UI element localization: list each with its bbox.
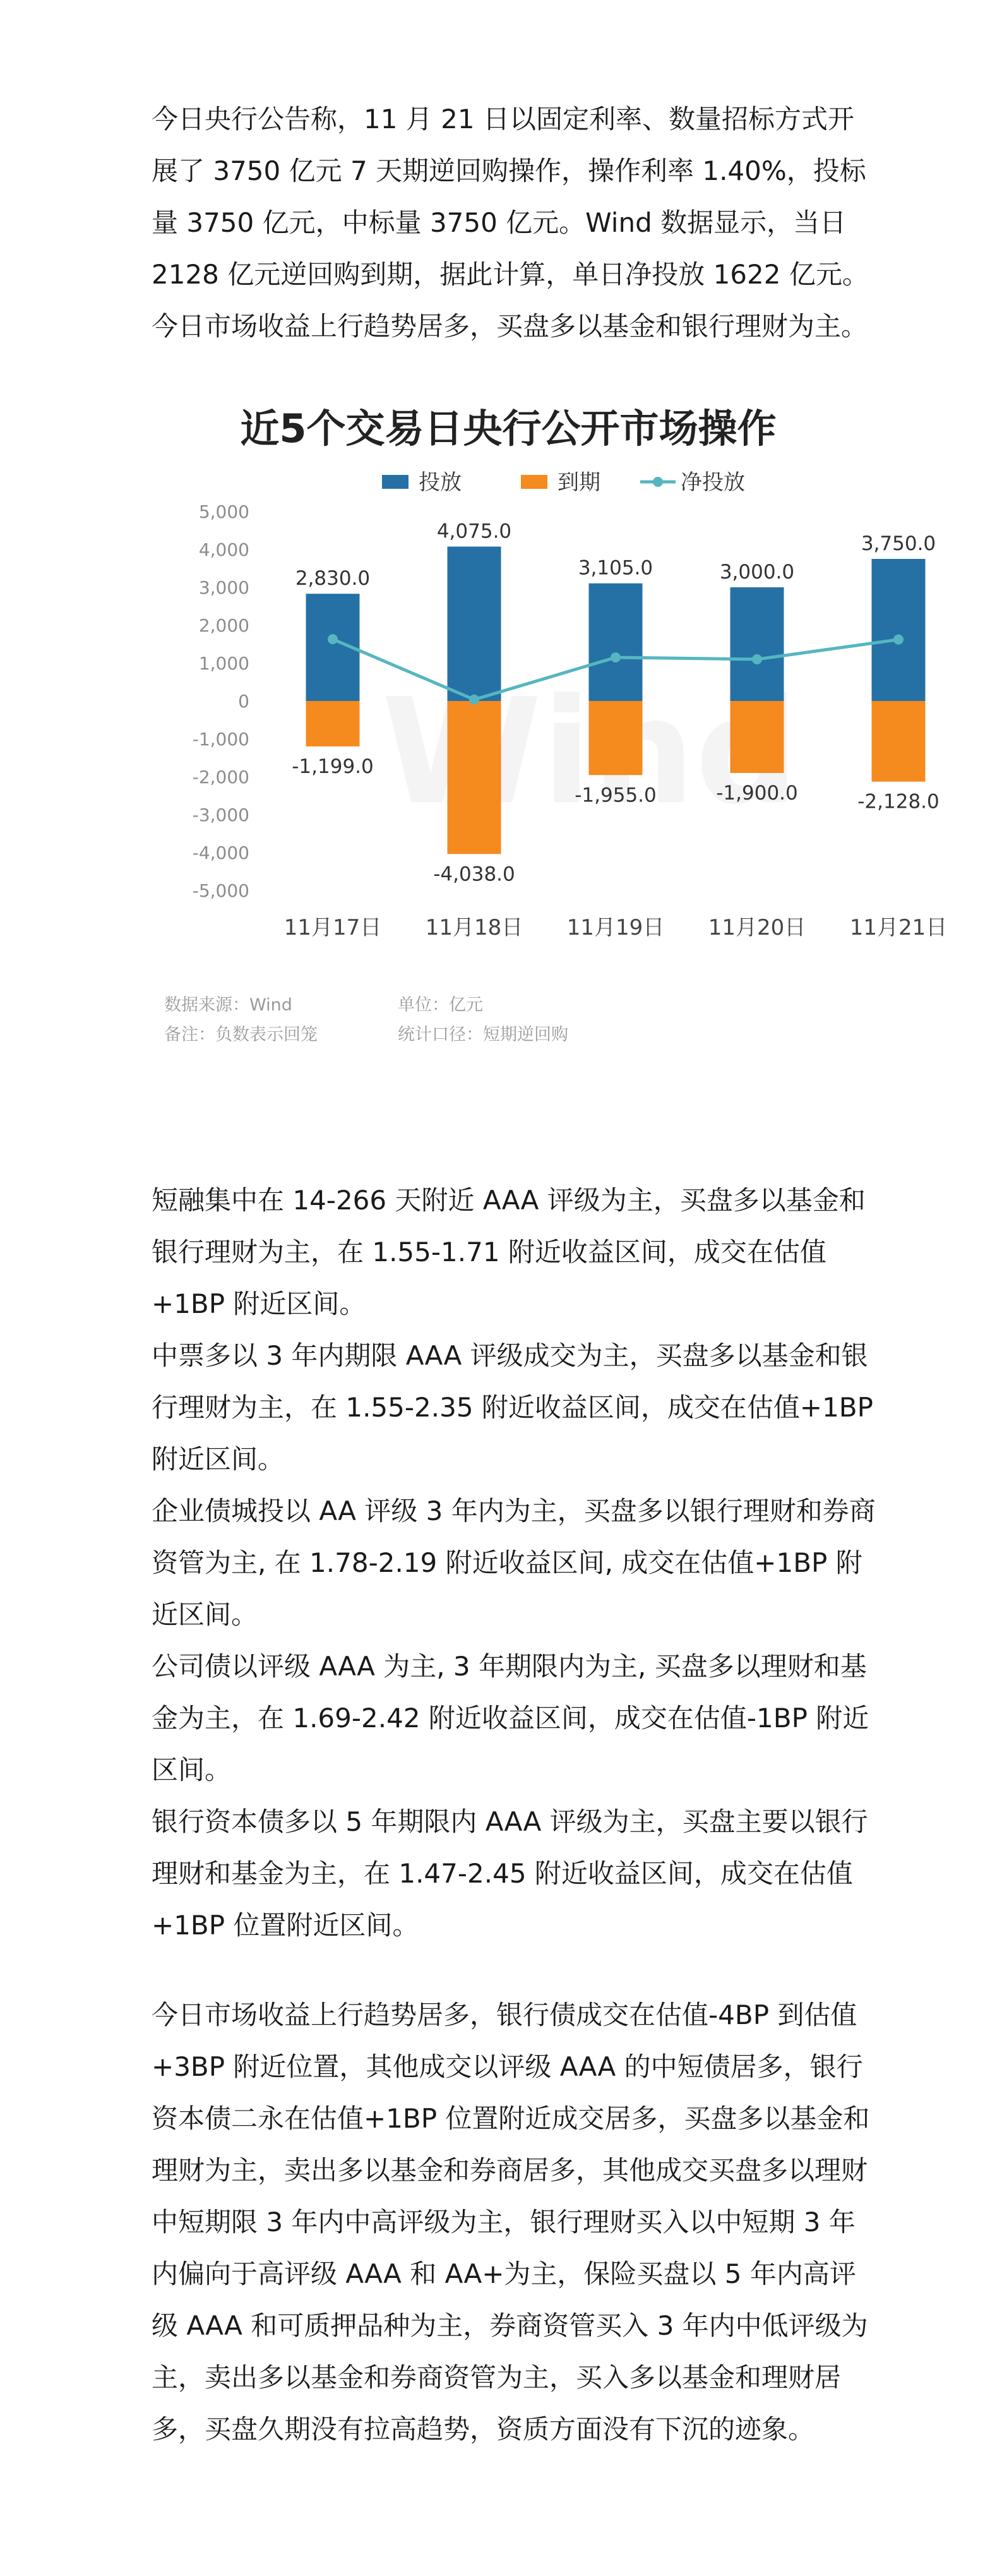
net-injection-point: [752, 654, 762, 664]
y-tick-label: 5,000: [198, 501, 249, 522]
bar-maturity: [731, 701, 784, 773]
x-tick-label: 11月21日: [849, 915, 948, 940]
net-injection-point: [469, 695, 479, 705]
detail-paragraph: 银行资本债多以 5 年期限内 AAA 评级为主，买盘主要以银行理财和基金为主，在 1.47-2.45 附近收益区间，成交在估值+1BP 位置附近区间。: [152, 1806, 868, 1941]
legend-swatch: [521, 475, 547, 489]
chart-legend: [382, 470, 745, 495]
bar-injection: [589, 584, 643, 701]
legend-swatch: [382, 475, 409, 489]
y-tick-label: -5,000: [192, 880, 249, 901]
chart-svg: [155, 404, 975, 1055]
open-market-chart: [155, 404, 975, 1055]
bar-maturity: [448, 701, 501, 854]
bar-injection-label: 4,075.0: [436, 520, 512, 543]
details-section: [152, 1175, 878, 1951]
y-tick-label: 1,000: [198, 653, 249, 674]
net-injection-point: [611, 652, 621, 662]
bar-injection-label: 3,000.0: [719, 561, 795, 584]
y-tick-label: 2,000: [198, 615, 249, 636]
bar-maturity-label: -2,128.0: [857, 790, 939, 813]
bar-maturity-label: -1,955.0: [575, 784, 657, 807]
x-tick-label: 11月20日: [708, 915, 806, 940]
x-tick-label: 11月18日: [425, 915, 523, 940]
y-tick-label: -1,000: [192, 729, 249, 750]
legend-label: 到期: [558, 470, 600, 495]
note-scope: 统计口径：短期逆回购: [398, 1025, 568, 1045]
x-tick-label: 11月17日: [283, 915, 382, 940]
bar-maturity: [306, 701, 360, 746]
bar-injection: [731, 587, 784, 701]
y-tick-label: -2,000: [192, 767, 249, 788]
y-tick-label: -3,000: [192, 805, 249, 825]
bar-maturity-label: -1,900.0: [716, 782, 798, 805]
detail-paragraph: 企业债城投以 AA 评级 3 年内为主，买盘多以银行理财和券商资管为主, 在 1.78-2.19 附近收益区间, 成交在估值+1BP 附近区间。: [152, 1495, 876, 1630]
y-tick-label: 0: [238, 691, 249, 712]
bar-maturity-label: -4,038.0: [433, 863, 515, 886]
bar-injection: [872, 559, 926, 701]
net-injection-point: [328, 634, 338, 644]
legend-swatch-marker: [653, 477, 663, 487]
note-unit: 单位：亿元: [398, 995, 483, 1015]
x-tick-label: 11月19日: [566, 915, 665, 940]
bar-maturity: [589, 701, 643, 775]
intro-paragraph: 今日央行公告称，11 月 21 日以固定利率、数量招标方式开展了 3750 亿元 7 天期逆回购操作，操作利率 1.40%，投标量 3750 亿元，中标量 3750 亿元。Wind 数据显示，当日 2128 亿元逆回购到期，据此计算，单日净投放 1622 亿元。今日市场收益上行趋势居多，买盘多以基金和银行理财为主。: [152, 104, 869, 342]
legend-label: 投放: [419, 470, 462, 495]
bar-injection-label: 3,750.0: [861, 532, 936, 555]
y-tick-label: 4,000: [198, 539, 249, 560]
note-remark: 备注：负数表示回笼: [164, 1025, 318, 1045]
y-tick-label: -4,000: [192, 842, 249, 863]
bar-maturity: [872, 701, 926, 782]
y-tick-label: 3,000: [198, 577, 249, 598]
net-injection-point: [893, 635, 904, 645]
legend-label: 净投放: [681, 470, 745, 495]
bar-injection: [448, 547, 501, 702]
bar-injection-label: 2,830.0: [295, 567, 371, 590]
detail-paragraph: 中票多以 3 年内期限 AAA 评级成交为主，买盘多以基金和银行理财为主，在 1.55-2.35 附近收益区间，成交在估值+1BP 附近区间。: [152, 1340, 873, 1475]
summary-paragraph: 今日市场收益上行趋势居多，银行债成交在估值-4BP 到估值+3BP 附近位置，其他成交以评级 AAA 的中短债居多，银行资本债二永在估值+1BP 位置附近成交居多，买盘多以基金和理财为主，卖出多以基金和券商居多，其他成交买盘多以理财中短期限 3 年内中高评级为主，银行理财买入以中短期 3 年内偏向于高评级 AAA 和 AA+为主，保险买盘以 5 年内高评级 AAA 和可质押品种为主，券商资管买入 3 年内中低评级为主，卖出多以基金和券商资管为主，买入多以基金和理财居多，买盘久期没有拉高趋势，资质方面没有下沉的迹象。: [152, 1999, 870, 2445]
y-axis: [193, 501, 249, 901]
note-source: 数据来源：Wind: [164, 995, 292, 1015]
detail-paragraph: 公司债以评级 AAA 为主, 3 年期限内为主, 买盘多以理财和基金为主，在 1.69-2.42 附近收益区间，成交在估值-1BP 附近区间。: [152, 1651, 869, 1785]
bar-injection-label: 3,105.0: [578, 556, 653, 580]
detail-paragraph: 短融集中在 14-266 天附近 AAA 评级为主，买盘多以基金和银行理财为主，在 1.55-1.71 附近收益区间，成交在估值+1BP 附近区间。: [152, 1185, 866, 1319]
bar-maturity-label: -1,199.0: [292, 755, 374, 778]
chart-title: 近5个交易日央行公开市场操作: [240, 405, 777, 452]
x-axis: [284, 915, 948, 940]
